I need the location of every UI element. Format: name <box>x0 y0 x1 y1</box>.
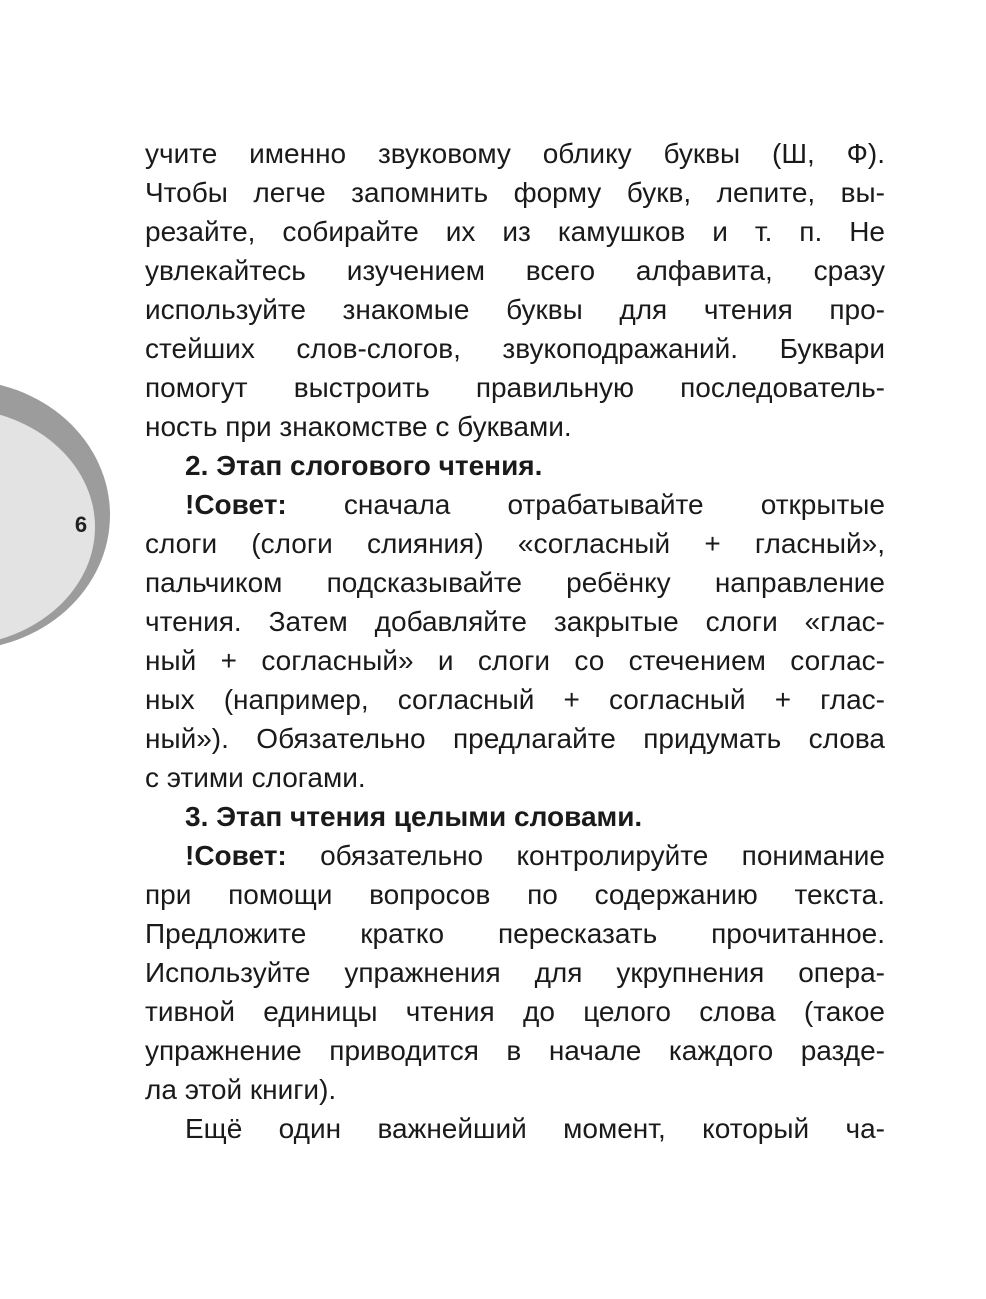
text-line: упражнение приводится в начале каждого разде- <box>145 1035 885 1066</box>
text-line: Предложите кратко пересказать прочитанное. <box>145 918 885 949</box>
section-heading-syllable-reading: 2. Этап слогового чтения. <box>185 450 543 481</box>
text-line: Используйте упражнения для укрупнения опера- <box>145 957 885 988</box>
text-line: пальчиком подсказывайте ребёнку направление <box>145 567 885 598</box>
text-line: ность при знакомстве с буквами. <box>145 411 572 442</box>
advice-label: !Совет: <box>185 489 287 520</box>
text-line: ных (например, согласный + согласный + глас- <box>145 684 885 715</box>
text-line: слоги (слоги слияния) «согласный + гласный», <box>145 528 885 559</box>
advice-first-line <box>145 485 885 524</box>
advice-label: !Совет: <box>185 840 287 871</box>
text-line: ный + согласный» и слоги со стечением соглас- <box>145 645 885 676</box>
text-line: ла этой книги). <box>145 1074 337 1105</box>
text-line: стейших слов-слогов, звукоподражаний. Буквари <box>145 333 885 364</box>
text-line: тивной единицы чтения до целого слова (такое <box>145 996 885 1027</box>
text-line: помогут выстроить правильную последователь- <box>145 372 885 403</box>
text-line: чтения. Затем добавляйте закрытые слоги «глас- <box>145 606 885 637</box>
page-number: 6 <box>74 512 88 537</box>
advice-first-line <box>145 836 885 875</box>
advice-text: обязательно контролируйте понимание <box>320 840 885 871</box>
text-line: учите именно звуковому облику буквы (Ш, Ф). <box>145 138 885 169</box>
section-heading-whole-word-reading: 3. Этап чтения целыми словами. <box>185 801 643 832</box>
text-line: Ещё один важнейший момент, который ча- <box>185 1113 885 1144</box>
text-line: с этими слогами. <box>145 762 366 793</box>
advice-text: сначала отрабатывайте открытые <box>343 489 885 520</box>
text-line: при помощи вопросов по содержанию текста. <box>145 879 885 910</box>
text-line: Чтобы легче запомнить форму букв, лепите, вы- <box>145 177 885 208</box>
page-body <box>145 134 885 1148</box>
text-line: увлекайтесь изучением всего алфавита, сразу <box>145 255 885 286</box>
text-line: используйте знакомые буквы для чтения про- <box>145 294 885 325</box>
text-line: ный»). Обязательно предлагайте придумать слова <box>145 723 885 754</box>
text-line: резайте, собирайте их из камушков и т. п. Не <box>145 216 885 247</box>
